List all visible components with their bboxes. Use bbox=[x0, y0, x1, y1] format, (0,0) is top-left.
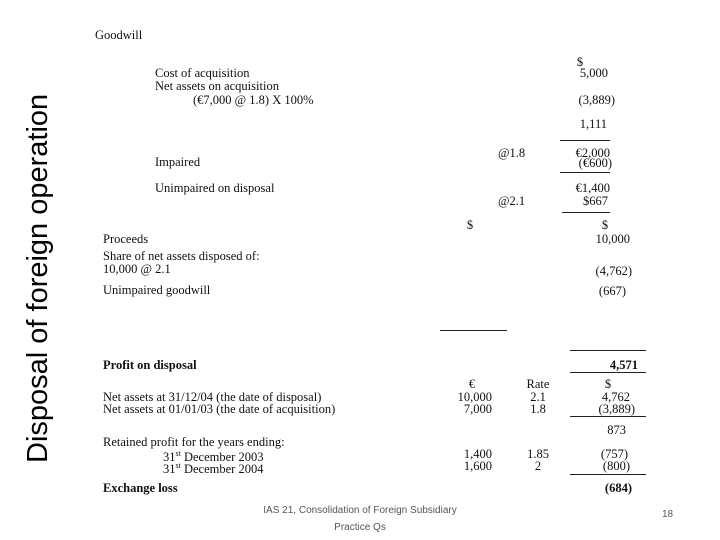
divider-line bbox=[570, 474, 646, 475]
net-assets-calc: (€7,000 @ 1.8) X 100% bbox=[193, 93, 314, 107]
goodwill-heading: Goodwill bbox=[95, 28, 143, 42]
impaired-label: Impaired bbox=[155, 155, 201, 169]
goodwill-line-value: (667) bbox=[598, 284, 626, 298]
retained-row-usd: (757) bbox=[600, 447, 628, 461]
slide-title: Disposal of foreign operation bbox=[22, 93, 54, 463]
retained-row-eur: 1,400 bbox=[463, 447, 492, 461]
profit-value: 4,571 bbox=[609, 358, 638, 372]
cost-label: Cost of acquisition bbox=[155, 66, 250, 80]
rate-1: @1.8 bbox=[498, 146, 526, 160]
exchange-loss-value: (684) bbox=[604, 481, 632, 495]
retained-row-eur: 1,600 bbox=[463, 459, 492, 473]
footer-line-1: IAS 21, Consolidation of Foreign Subsidiary bbox=[263, 505, 457, 516]
cost-value: 5,000 bbox=[579, 66, 608, 80]
row-eur: 7,000 bbox=[463, 402, 492, 416]
col-header-rate: Rate bbox=[526, 377, 550, 391]
row-label: Net assets at 01/01/03 (the date of acquisition) bbox=[103, 402, 336, 416]
row-rate: 1.8 bbox=[530, 402, 546, 416]
profit-label: Profit on disposal bbox=[103, 358, 197, 372]
divider-line bbox=[570, 416, 646, 417]
retained-row-rate: 2 bbox=[534, 459, 542, 473]
net-assets-label: Net assets on acquisition bbox=[155, 79, 279, 93]
row-usd: 4,762 bbox=[601, 390, 630, 404]
disposal-currency-mid: $ bbox=[466, 218, 474, 232]
retained-label: Retained profit for the years ending: bbox=[103, 435, 285, 449]
row-eur: 10,000 bbox=[457, 390, 492, 404]
share-label: Share of net assets disposed of: bbox=[103, 249, 260, 263]
divider-line bbox=[570, 350, 646, 351]
eur-total: €2,000 bbox=[575, 146, 610, 160]
goodwill-currency-header: $ bbox=[576, 55, 584, 69]
retained-row-date: 31st December 2003 bbox=[163, 449, 264, 465]
proceeds-label: Proceeds bbox=[103, 232, 149, 246]
footer-line-2: Practice Qs bbox=[334, 522, 386, 533]
exchange-loss-label: Exchange loss bbox=[103, 481, 178, 495]
goodwill-total: 1,111 bbox=[579, 117, 607, 131]
goodwill-line-label: Unimpaired goodwill bbox=[103, 283, 211, 297]
col-header-usd: $ bbox=[604, 377, 612, 391]
divider-line bbox=[560, 140, 610, 141]
retained-row-date: 31st December 2004 bbox=[163, 461, 264, 477]
exchange-subtotal: 873 bbox=[607, 423, 626, 437]
share-calc: 10,000 @ 2.1 bbox=[103, 262, 171, 276]
row-rate: 2.1 bbox=[530, 390, 546, 404]
share-value: (4,762) bbox=[595, 264, 632, 278]
page-number: 18 bbox=[662, 509, 674, 520]
retained-row-rate: 1.85 bbox=[527, 447, 549, 461]
disposal-currency-right: $ bbox=[601, 218, 609, 232]
divider-line bbox=[440, 330, 507, 331]
slide-footer bbox=[250, 502, 470, 536]
usd-unimpaired: $667 bbox=[583, 194, 608, 208]
row-label: Net assets at 31/12/04 (the date of disposal) bbox=[103, 390, 322, 404]
proceeds-value: 10,000 bbox=[595, 232, 630, 246]
divider-line bbox=[562, 212, 610, 213]
eur-impaired: (€600) bbox=[578, 156, 612, 170]
net-assets-value: (3,889) bbox=[578, 93, 615, 107]
row-usd: (3,889) bbox=[598, 402, 635, 416]
retained-row-usd: (800) bbox=[602, 459, 630, 473]
col-header-eur: € bbox=[468, 377, 476, 391]
divider-line bbox=[560, 172, 610, 173]
divider-line bbox=[570, 372, 646, 373]
unimpaired-label: Unimpaired on disposal bbox=[155, 181, 275, 195]
rate-2: @2.1 bbox=[498, 194, 526, 208]
eur-unimpaired: €1,400 bbox=[575, 181, 610, 195]
